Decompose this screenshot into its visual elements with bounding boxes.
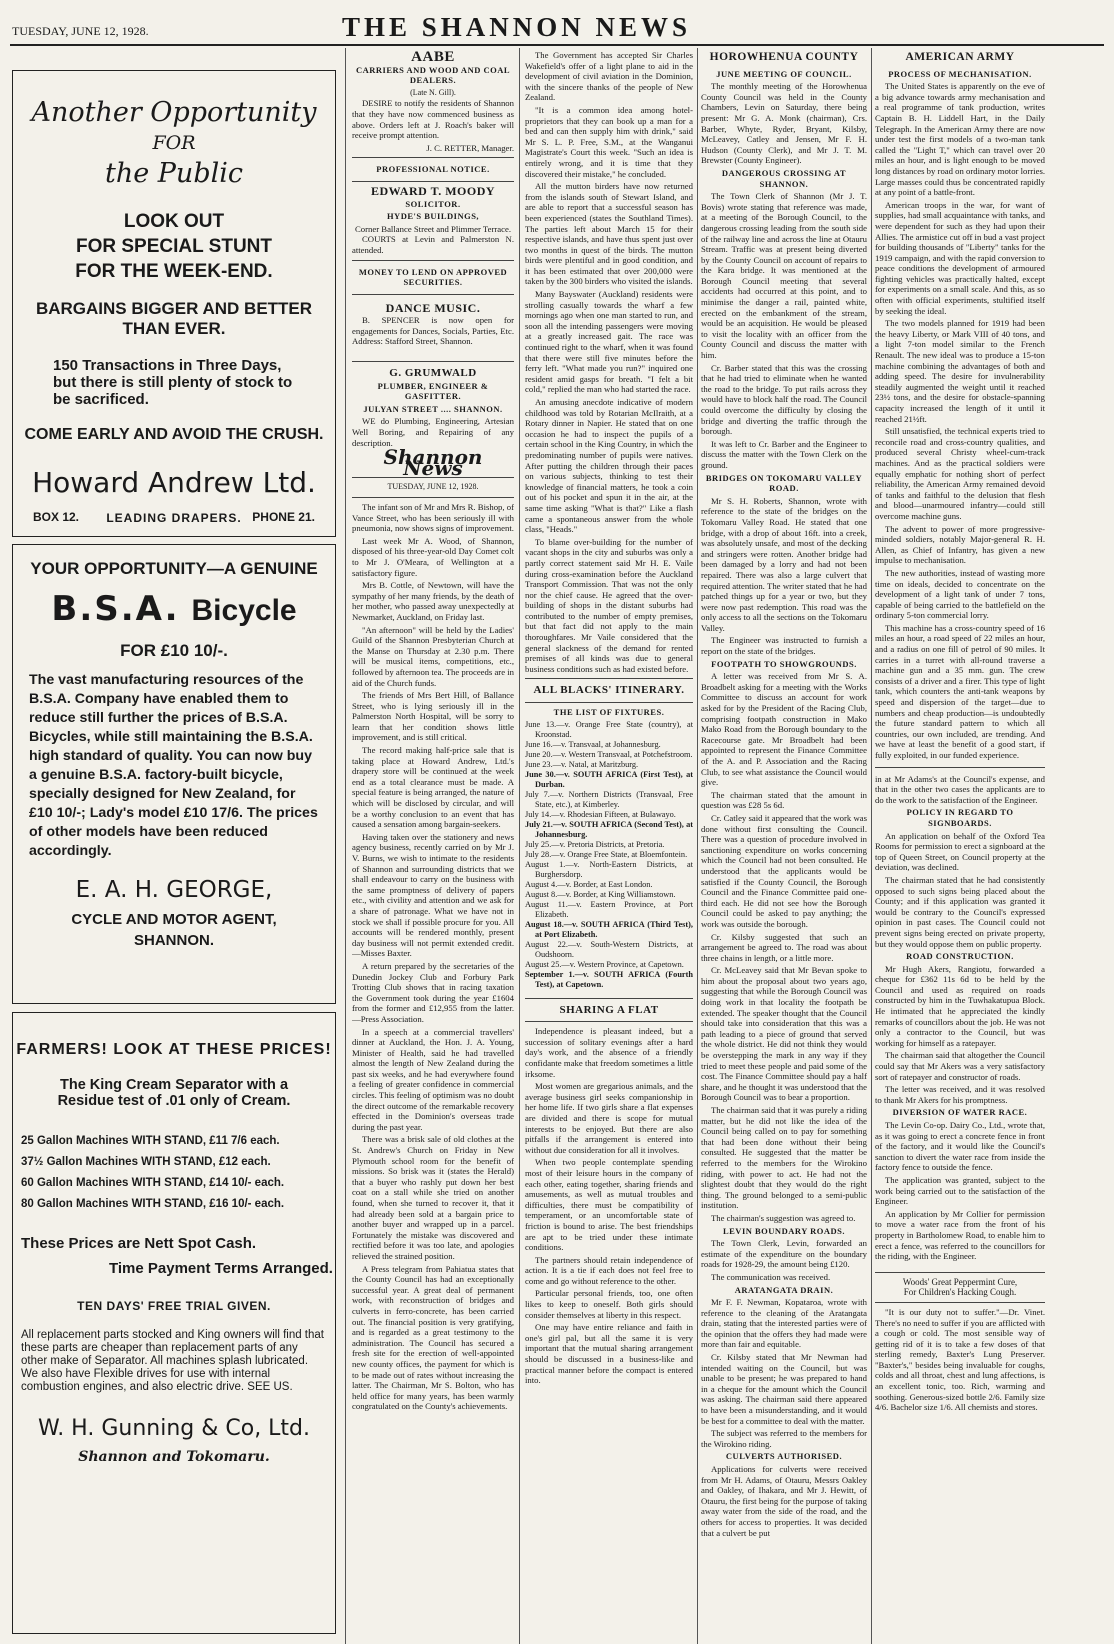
price-item: 25 Gallon Machines WITH STAND, £11 7/6 each. xyxy=(21,1135,280,1147)
advert-line: FARMERS! LOOK AT THESE PRICES! xyxy=(16,1041,332,1058)
news-paragraph: A letter was received from Mr S. A. Broadbelt asking for a meeting with the Works Committee to discuss an account for work asked for by the President of the Racing Club, comprising footpath construction in Mako Mako Road from the Borough boundary to the Racecourse gate. Mr Broadbelt had been appointed to represent the Finance Committee of the A. and P. Association and the Racing Club, to see what assistance the Council would give. xyxy=(701,671,867,788)
news-paragraph: The new authorities, instead of wasting more time on ideals, decided to concentrate on the development of a light tank of under 7 tons, capable of being carried to the battlefield on the ordinary 5-ton commercial lorry. xyxy=(875,567,1045,621)
fixture-list xyxy=(525,720,693,990)
advert-line: COME EARLY AND AVOID THE CRUSH. xyxy=(24,426,324,443)
advert-heading: EDWARD T. MOODY xyxy=(370,183,496,198)
news-paragraph: There was a brisk sale of old clothes at the St. Andrew's Church on Friday in New Plymouth school room for the benefit of missions. So brisk was it (states the Herald) that a buyer who rashly put down her best coat on a stall while she tried on another found, when she turned to recover it, that it had already been sold at a bargain price to another buyer and wrapped up in a parcel. Fortunately the mistake was discovered and rectified before it was too late, and apologies relieved the strained position. xyxy=(352,1134,514,1261)
news-paragraph: Mr F. F. Newman, Kopataroa, wrote with reference to the cleaning of the Aratangata drain, stating that the interested parties were of the opinion that the offers they had made were more than fair and equitable. xyxy=(701,1297,867,1350)
advert-brand: B.S.A. xyxy=(51,589,180,629)
news-paragraph: The chairman said that it was purely a riding matter, but he did not like the idea of the Council being called on to pay for something that had been done without their being consulted. He suggested that the matter be referred to the members for the Wirokino riding, with power to act. He had not the slightest doubt that they would do the right thing. The ground belonged to a semi-public institution. xyxy=(701,1105,867,1211)
fixture-item: June 23.—v. Natal, at Maritzburg. xyxy=(525,759,639,769)
advert-text: COURTS at Levin and Palmerston N. attended. xyxy=(352,234,514,255)
fixture-item: June 30.—v. SOUTH AFRICA (First Test), at Durban. xyxy=(525,769,693,789)
price-list xyxy=(21,1131,335,1215)
news-paragraph: Mrs B. Cottle, of Newtown, will have the sympathy of her many friends, by the death of her mother, who passed away unexpectedly at Newmarket, Auckland, on Friday last. xyxy=(352,580,514,622)
article-subheading: PROCESS OF MECHANISATION. xyxy=(888,68,1032,79)
advert-town: SHANNON. xyxy=(133,932,214,949)
news-paragraph: Cr. Kilsby stated that Mr Newman had intended waiting on the Council, but was unable to be present; he was prepared to hand in a cheque for the amount which the Council was asking. The chairman said there appeared to have been a misunderstanding, and it would be best for a committee to deal with the matter. xyxy=(701,1352,867,1426)
howard-andrew-advert xyxy=(12,70,336,537)
news-paragraph: The Engineer was instructed to furnish a report on the state of the bridges. xyxy=(701,635,867,657)
advert-line: These Prices are Nett Spot Cash. xyxy=(21,1235,257,1252)
masthead-date: TUESDAY, JUNE 12, 1928. xyxy=(12,24,149,38)
news-paragraph: The friends of Mrs Bert Hill, of Ballance Street, who is lying seriously ill in the Palmerston North Hospital, will be sorry to learn that her condition shows little improvement, and is still critical. xyxy=(352,690,514,743)
advert-line: Another Opportunity xyxy=(31,97,317,128)
fixture-item: July 28.—v. Orange Free State, at Bloemfontein. xyxy=(525,849,688,859)
price-item: 60 Gallon Machines WITH STAND, £14 10/- each. xyxy=(21,1177,285,1189)
news-paragraph: Cr. McLeavey said that Mr Bevan spoke to him about the proposal about two years ago, suggesting that while the Borough Council was doing work in that locality the footpath be extended. The speaker thought that the Council should take into consideration that this was a path leading to a piece of ground that served the whole district. He did not think they would be overstepping the mark in any way if they tried to meet these people and paid some of the cost. The Finance Committee should pay a half share, and he thought it was understood that the Borough Council was to bear a proportion. xyxy=(701,965,867,1103)
advert-line: the Public xyxy=(104,158,244,189)
masthead-rule xyxy=(10,44,1104,46)
section-heading: CULVERTS AUTHORISED. xyxy=(725,1451,843,1462)
advert-heading: AABE xyxy=(411,50,455,65)
news-paragraph: Many Bayswater (Auckland) residents were strolling casually towards the wharf a few mornings ago when one man started to run, and soon all the intending passengers were moving at a greatly increased gait. The race was continued right to the wharf, when it was found that there were still five minutes before the ferry left. "What made you run?" inquired one resident amid gasps for breath. "I felt a bit cold," replied the man who had started the race. xyxy=(525,289,693,395)
column-local-news xyxy=(352,50,514,1640)
news-paragraph: An application on behalf of the Oxford Tea Rooms for permission to erect a signboard at the top of Queen Street, on Council property at the deviation, was declined. xyxy=(875,830,1045,873)
advert-subheading: CARRIERS AND WOOD AND COAL DEALERS. xyxy=(355,64,511,86)
news-paragraph: Applications for culverts were received from Mr H. Adams, of Otauru, Messrs Oakley and Oakley, of Ihakara, and Mr J. Hewitt, of Otauru, the first being for the purpose of taking away water from the side of the road, and the others for access to properties. It was decided that a culvert be put xyxy=(701,1464,867,1538)
advert-line: FOR SPECIAL STUNT xyxy=(76,236,272,257)
news-paragraph: An amusing anecdote indicative of modern childhood was told by Rotarian McIlraith, at a Rotary dinner in Napier. He stated that on one occasion he had to inspect the pupils of a certain school in the King Country, in which the predominating number of pupils were natives. After putting the children through their paces on various subjects, thinking to test their knowledge of financial matters, he took a coin out of his pocket and spun it in the air, at the same time asking "What is that?" Like a flash came a spontaneous answer from the whole class, "Heads." xyxy=(525,397,693,535)
news-paragraph: The advent to power of more progressive-minded soldiers, notably Major-general R. H. Allen, as Chief of Infantry, has given a new impulse to mechanisation. xyxy=(875,523,1045,566)
news-paragraph: A Press telegram from Pahiatua states that the County Council has had an exceptionally successful year. A great deal of permanent work, with reconstruction of bridges and culverts in ferro-concrete, has been carried out. The financial position is very gratifying, and is regarded as a great testimony to the administration. The Council has secured a fresh site for the erection of well-appointed new county offices, the payment for which is to be made out of rates without increasing the latter. The Chairman, Mr S. Bolton, who has held office for many years, has been warmly congratulated on the County's achievements. xyxy=(352,1263,514,1412)
news-paragraph: The subject was referred to the members for the Wirokino riding. xyxy=(701,1428,867,1449)
column-american-army xyxy=(875,50,1045,1640)
news-paragraph: American troops in the war, for want of supplies, had small acquaintance with tanks, and were dependent for such as they had upon their Allies. The armistice cut off in bud a vast project for building thousands of "Liberty" tanks for the 1919 campaign, and with the rapid conversion to peace conditions the development of armoured fighting vehicles was practically halted, except for experiments on a small scale. And this, as so often with official experiments, stultified itself by seeking the ideal. xyxy=(875,199,1045,316)
advert-heading: G. GRUMWALD xyxy=(352,361,514,379)
news-paragraph: The communication was received. xyxy=(711,1271,831,1282)
news-paragraph: The chairman stated that he had consistently opposed to such signs being placed about the County; and if this application was granted it would be contrary to the Council's expressed opinion in past cases. The Council could not prevent signs being erected on private property, but they would oppose them on public property. xyxy=(875,874,1045,949)
news-paragraph: An application by Mr Collier for permission to move a water race from the front of his property in Bartholomew Road, to enable him to erect a fence, was referred to the councillors for the riding, with the Engineer. xyxy=(875,1208,1045,1262)
section-heading: DANGEROUS CROSSING AT SHANNON. xyxy=(721,167,847,189)
news-paragraph: It was left to Cr. Barber and the Engineer to discuss the matter with the Town Clerk on the ground. xyxy=(701,438,867,470)
news-paragraph: Cr. Barber stated that this was the crossing that he had tried to eliminate when he wanted the road to the bridge. To put rails across they would have to block half the road. The Council could overcome the difficulty by closing the bridge and diverting the traffic through the borough. xyxy=(701,362,867,437)
advert-line: The King Cream Separator with a Residue test of .01 only of Cream. xyxy=(57,1077,291,1109)
news-paragraph: Having taken over the stationery and news agency business, recently carried on by Mr J. V. Burns, we wish to intimate to the residents of Shannon and surrounding districts that we shall endeavour to carry on the business with the same promptness of delivery of papers etc., with civility and attention and we ask for a share of patronage. What we have not in stock we shall if possible procure for you. All accounts will be rendered monthly, present day business will not permit extended credit.—Misses Baxter. xyxy=(352,831,514,959)
advert-text: DESIRE to notify the residents of Shannon that they have now commenced business as above. Orders left at J. Roach's baker will receive prompt attention. xyxy=(352,98,514,141)
advert-line: LOOK OUT xyxy=(123,211,225,232)
advert-trade: CYCLE AND MOTOR AGENT, xyxy=(71,911,277,928)
news-paragraph: To blame over-building for the number of vacant shops in the city and suburbs was only a partly correct statement said Mr H. E. Vaile during cross-examination before the Auckland Transport Commission. That was not the only nor the chief cause. He agreed that the over-building of shops in the distant suburbs had contributed to the number of empty premises, but that fact did not apply to the main thoroughfares. Mr Vaile considered that the general slackness of the demand for rented premises of all kinds was due to general business conditions such as had existed before. xyxy=(525,536,693,674)
article-subheading: THE LIST OF FIXTURES. xyxy=(553,707,665,718)
news-paragraph: in at Mr Adams's at the Council's expense, and that in the other two cases the applicants are to do the work to the satisfaction of the Engineer. xyxy=(875,773,1045,805)
advert-subheading: PLUMBER, ENGINEER & GASFITTER. xyxy=(377,380,489,402)
advert-signature: J. C. RETTER, Manager. xyxy=(426,142,514,153)
advert-trade: LEADING DRAPERS. xyxy=(106,511,242,525)
news-paragraph: All the mutton birders have now returned from the islands south of Stewart Island, and are able to report that a successful season has been experienced (states the Southland Times). The parties left about March 15 for their respective islands, and have thus spent just over two months in quest of the birds. The mutton birds were plentiful and in good condition, and it has been estimated that over 200,000 were taken by the 300 birders who visited the islands. xyxy=(525,181,693,287)
price-item: 80 Gallon Machines WITH STAND, £16 10/- each. xyxy=(21,1198,285,1210)
fixture-item: August 25.—v. Western Province, at Capetown. xyxy=(525,959,684,969)
news-paragraph: The monthly meeting of the Horowhenua County Council was held in the County Chambers, Levin on Saturday, there being present: Mr G. A. Monk (chairman), Crs. Barber, Whyte, Ryder, Bryant, Kilsby, McLeavey, Catley and Jensen, Mr F. H. Hudson (County Clerk), and Mr J. T. M. Brewster (County Engineer). xyxy=(701,81,867,166)
advert-line: Time Payment Terms Arranged. xyxy=(109,1260,333,1277)
news-paragraph: Last week Mr A. Wood, of Shannon, disposed of his three-year-old Day Comet colt to Mr J. O'Meara, of Wellington at a satisfactory figure. xyxy=(352,535,514,578)
advert-note: (Late N. Gill). xyxy=(410,87,456,97)
news-paragraph: Still unsatisfied, the technical experts tried to reconcile road and cross-country qualities, and produced several Christy wheel-cum-track machines. And as the practical soldiers were equally emphatic for nothing short of perfect reliability, the American Army remained devoid of tanks and faithful to the delusion that flesh and blood—unarmoured infantry—could still overcome machine guns. xyxy=(875,426,1045,521)
news-paragraph: The application was granted, subject to the work being carried out to the satisfaction of the Engineer. xyxy=(875,1174,1045,1207)
advert-heading: DANCE MUSIC. xyxy=(385,300,481,315)
advert-body: The vast manufacturing resources of the B.S.A. Company have enabled them to reduce still further the prices of B.S.A. Bicycles, while still maintaining the B.S.A. high standard of quality. You can now buy a genuine B.S.A. factory-built bicycle, specially designed for New Zealand, for £10 10/-; Lady's model £10 17/6. The prices of other models have been reduced accordingly. xyxy=(29,672,318,859)
news-paragraph: In a speech at a commercial travellers' dinner at Auckland, the Hon. J. A. Young, Minister of Health, said he had travelled almost the length of New Zealand during the past six weeks, and he had everywhere found a feeling of greater confidence in commercial circles. This feeling of optimism was no doubt the direct outcome of the remarkable recovery effected in the Dominion's overseas trade during the past year. xyxy=(352,1026,514,1132)
news-paragraph: When two people contemplate spending most of their leisure hours in the company of each other, eating together, sharing friends and amusements, as well as mutual troubles and difficulties, there must be compatibility of temperament, or an uncomfortable state of friction is bound to arise. The best friendships are apt to be tried under these intimate conditions. xyxy=(525,1157,693,1253)
advert-line: FOR xyxy=(152,132,196,154)
bsa-bicycle-advert xyxy=(12,544,336,1004)
news-paragraph: Mr S. H. Roberts, Shannon, wrote with reference to the state of the bridges on the Tokomaru Valley Road. He stated that one bridge, with a drop of about 16ft. into a creek, was absolutely unsafe, and most of the decking and stringers were rotten. Another bridge had been damaged by a lorry and had not been repaired. There was also a large culvert that required attention. The writer stated that he had patched things up for a year or two, but they were now past redemption. This road was the only access to all the sections on the Tokomaru Valley. xyxy=(701,495,867,633)
advert-box: BOX 12. xyxy=(33,510,80,524)
news-paragraph: The two models planned for 1919 had been the heavy Liberty, or Mark VIII of 40 tons, and a light 7-ton model similar to the French Renault. The new ideal was to produce a 15-ton machine combining the advantages of both and adding speed. The desire for invulnerability steadily augmented the weight until it reached 23½ tons, and the desire for obstacle-spanning capacity increased the length of it until it reached 21½ft. xyxy=(875,318,1045,424)
price-item: 37½ Gallon Machines WITH STAND, £12 each. xyxy=(21,1156,271,1168)
section-heading: ROAD CONSTRUCTION. xyxy=(906,951,1014,962)
article-subheading: JUNE MEETING OF COUNCIL. xyxy=(716,68,852,79)
advert-line: FOR THE WEEK-END. xyxy=(75,261,273,282)
article-heading: SHARING A FLAT xyxy=(559,1003,659,1016)
fixture-item: August 4.—v. Border, at East London. xyxy=(525,879,653,889)
advert-price: FOR £10 10/-. xyxy=(120,641,228,660)
news-paragraph: Particular personal friends, too, one often likes to keep to oneself. Both girls should consider themselves at liberty in this respect. xyxy=(525,1288,693,1320)
news-paragraph: The Town Clerk of Shannon (Mr J. T. Bovis) wrote stating that reference was made, at a meeting of the Borough Council, to the dangerous crossing leading from the south side of the railway line and across the line at Otauru Stream. Traffic was at present being diverted by the County Council on account of repairs to the Kara bridge. It was mentioned at the Borough Council meeting that several accidents had occurred at this point, and to minimise the danger a rail, painted white, erected on the embankment of the stream, would be an acquisition. He would be pleased to visit the locality with an officer from the County Council and discuss the matter with him. xyxy=(701,191,867,361)
news-paragraph: Mr Hugh Akers, Rangiotu, forwarded a cheque for £362 11s 6d to be held by the Council and used as required on roads constructed by him in the Tuwhakatupua Block. He intimated that he appreciated the kindly remarks of councillors about the job. He was not only a contractor to the Council, but was working for himself as a ratepayer. xyxy=(875,963,1045,1048)
fixture-item: August 22.—v. South-Western Districts, at Oudshoorn. xyxy=(525,939,693,959)
news-paragraph: A return prepared by the secretaries of the Dunedin Jockey Club and Forbury Park Trotting Club shows that in racing taxation the Government took during the year £1604 from the former and £12,955 from the latter.—Press Association. xyxy=(352,960,514,1024)
fixture-item: July 14.—v. Rhodesian Fifteen, at Bulawayo. xyxy=(525,809,676,819)
advert-product: Bicycle xyxy=(191,594,297,627)
advert-text: "It is our duty not to suffer."—Dr. Vinet. There's no need to suffer if you are afflicted with a cough or cold. The most sensible way of getting rid of it is to take a few doses of that sterling remedy, Baxter's Lung Preserver. "Baxter's," besides being invaluable for coughs, colds and all throat, chest and lung affections, is an excellent tonic, too. Rich, warming and soothing. Generous-sized bottle 2/6. Family size 4/6. Bachelor size 1/6. All chemists and stores. xyxy=(875,1306,1045,1413)
news-paragraph: The chairman stated that the amount in question was £28 5s 6d. xyxy=(701,789,867,811)
advert-phone: PHONE 21. xyxy=(252,510,315,524)
fixture-item: August 8.—v. Border, at King Williamstown. xyxy=(525,889,676,899)
advert-line: 150 Transactions in Three Days, but there is still plenty of stock to be sacrificed. xyxy=(53,357,293,408)
section-heading: BRIDGES ON TOKOMARU VALLEY ROAD. xyxy=(705,472,863,494)
advert-text: B. SPENCER is now open for engagements for Dances, Socials, Parties, Etc. Address: Stafford Street, Shannon. xyxy=(352,315,514,347)
column-rule xyxy=(345,48,346,1644)
advert-line: TEN DAYS' FREE TRIAL GIVEN. xyxy=(77,1299,271,1313)
advert-text: Corner Ballance Street and Plimmer Terrace. xyxy=(354,223,512,234)
advert-subheading: For Children's Hacking Cough. xyxy=(903,1287,1017,1298)
fixture-item: July 7.—v. Northern Districts (Transvaal, Free State, etc.), at Kimberley. xyxy=(525,789,693,809)
column-general-news xyxy=(525,50,693,1640)
section-heading: DIVERSION OF WATER RACE. xyxy=(892,1107,1028,1118)
article-heading: ALL BLACKS' ITINERARY. xyxy=(533,684,685,697)
advert-firm: W. H. Gunning & Co, Ltd. xyxy=(37,1416,311,1441)
fixture-item: June 20.—v. Western Transvaal, at Potchefstroom. xyxy=(525,749,693,759)
fixture-item: August 1.—v. North-Eastern Districts, at Burghersdorp. xyxy=(525,859,693,879)
advert-line: BARGAINS BIGGER AND BETTER THAN EVER. xyxy=(35,299,313,338)
fixture-item: August 18.—v. SOUTH AFRICA (Third Test), at Port Elizabeth. xyxy=(525,919,693,939)
news-paragraph: The chairman's suggestion was agreed to. xyxy=(711,1212,856,1223)
news-paragraph: "It is a common idea among hotel-proprietors that they can book up a man for a bed and can then supply him with drink," said Mr S. L. P. Free, S.M., at the Wanganui Magistrate's Court this week. "Such an idea is entirely wrong, and it is time that they discovered their mistake," he concluded. xyxy=(525,104,693,179)
section-heading: POLICY IN REGARD TO SIGNBOARDS. xyxy=(906,807,1014,828)
column-county-council xyxy=(701,50,867,1640)
advert-firm: Howard Andrew Ltd. xyxy=(32,466,316,499)
fixture-item: June 13.—v. Orange Free State (country), at Kroonstad. xyxy=(525,719,693,739)
advert-heading: Woods' Great Peppermint Cure, xyxy=(902,1276,1018,1287)
column-rule xyxy=(871,48,872,1644)
advert-subheading: JULYAN STREET .... SHANNON. xyxy=(363,403,503,414)
masthead xyxy=(0,0,1114,40)
section-heading: LEVIN BOUNDARY ROADS. xyxy=(722,1225,846,1236)
nameplate: Shannon News xyxy=(383,445,483,480)
fixture-item: July 25.—v. Pretoria Districts, at Pretoria. xyxy=(525,839,665,849)
news-paragraph: This machine has a cross-country speed of 16 miles an hour, a road speed of 22 miles an hour, and a radius on one fill of petrol of 90 miles. It carries in a turret with all-round traverse a machine gun and a 35 mm. gun. The crew consists of a driver and a firer. This type of light tank, which counters the anti-tank weapons by speed and dispersion of the target—due to numbers and cheap production—is undoubtedly the future standard pattern to which all countries, our own included, are trending. And we have at least the benefit of a good start, if fully exploited, in our funded experience. xyxy=(875,622,1045,760)
news-paragraph: The Levin Co-op. Dairy Co., Ltd., wrote that, as it was going to erect a concrete fence in front of the factory, and it would like the Council's sanction to divert the water race from inside the factory fence to outside the fence. xyxy=(875,1120,1045,1173)
news-paragraph: The infant son of Mr and Mrs R. Bishop, of Vance Street, who has been seriously ill with pneumonia, now shows signs of improvement. xyxy=(352,502,514,534)
advert-subheading: SOLICITOR. xyxy=(405,198,461,209)
masthead-title: THE SHANNON NEWS xyxy=(342,12,692,42)
advert-text: MONEY TO LEND ON APPROVED SECURITIES. xyxy=(358,266,508,288)
news-paragraph: Cr. Catley said it appeared that the work was done without first consulting the Council. There was a question of procedure involved in sanctioning expenditure on works concerning which the Council had not been consulted. He understood that the applicants would be satisfied if the County Council, the Borough Council and the Finance Committee paid one-third each. He did not see how the Borough Council could be asked to pay anything; the work was outside the borough. xyxy=(701,812,867,929)
advert-text: WE do Plumbing, Engineering, Artesian Well Boring, and Repairing of any description. xyxy=(352,416,514,448)
fixture-item: September 1.—v. SOUTH AFRICA (Fourth Test), at Capetown. xyxy=(525,969,693,989)
article-heading: AMERICAN ARMY xyxy=(905,51,1015,63)
column-rule xyxy=(519,48,520,1644)
news-paragraph: The record making half-price sale that is taking place at Howard Andrew, Ltd.'s drapery store will be continued at the week end as a total clearance must be made. A special feature is being arranged, the nature of which will be disclosed by circular, and will be a worthy conclusion to an event that has caused a sensation among bargain-seekers. xyxy=(352,745,514,830)
advert-line: YOUR OPPORTUNITY—A GENUINE xyxy=(30,559,318,578)
news-paragraph: Independence is pleasant indeed, but a succession of solitary evenings after a hard day's work, and the absence of a friendly confidante make that freedom sometimes a little irksome. xyxy=(525,1026,693,1079)
section-heading: FOOTPATH TO SHOWGROUNDS. xyxy=(711,658,857,669)
fixture-item: August 11.—v. Eastern Province, at Port Elizabeth. xyxy=(525,899,693,919)
notice-heading: PROFESSIONAL NOTICE. xyxy=(376,164,490,175)
news-paragraph: The Town Clerk, Levin, forwarded an estimate of the expenditure on the boundary roads for 1928-29, the amount being £120. xyxy=(701,1238,867,1270)
news-paragraph: The Government has accepted Sir Charles Wakefield's offer of a light plane to aid in the development of civil aviation in the Dominion, with the sincere thanks of the people of New Zealand. xyxy=(525,50,693,103)
fixture-item: July 21.—v. SOUTH AFRICA (Second Test), at Johannesburg. xyxy=(525,819,693,839)
advert-firm: E. A. H. GEORGE, xyxy=(75,877,273,903)
news-paragraph: One may have entire reliance and faith in one's girl pal, but all the same it is very important that the mutual sharing arrangement should be discussed in a business-like and practical manner before the compact is entered into. xyxy=(525,1322,693,1386)
news-paragraph: Cr. Kilsby suggested that such an arrangement be agreed to. The road was about three chains in length, or a little more. xyxy=(701,931,867,963)
advert-body: All replacement parts stocked and King owners will find that these parts are cheaper than replacement parts of any other make of Separator. All machines splash lubricated. We also have Flexible drives for use with internal combustion engines, and also electric drive. SEE US. xyxy=(21,1329,324,1393)
article-heading: HOROWHENUA COUNTY xyxy=(709,51,859,63)
fixture-item: June 16.—v. Transvaal, at Johannesburg. xyxy=(525,739,661,749)
dateline: TUESDAY, JUNE 12, 1928. xyxy=(352,477,514,498)
advert-town: Shannon and Tokomaru. xyxy=(78,1449,270,1465)
news-paragraph: The United States is apparently on the eve of a big advance towards army mechanisation and a real programme of tank production, writes Captain B. H. Liddell Hart, in the Daily Telegraph. In the American Army there are now under test the first models of a two-man tank called the "Light T," which can travel over 20 miles an hour, and is light enough to be moved long distances by road on ordinary motor lorries. Large masses could thus be concentrated rapidly at any point of a battle-front. xyxy=(875,81,1045,198)
gunning-separator-advert xyxy=(12,1012,336,1634)
news-paragraph: The partners should retain independence of action. It is a tie if each does not feel free to come and go without reference to the other. xyxy=(525,1254,693,1286)
section-heading: ARATANGATA DRAIN. xyxy=(734,1284,834,1295)
news-paragraph: Most women are gregarious animals, and the average business girl seeks companionship in her home life. If two girls share a flat expenses are divided and there is scope for mutual interests to be enjoyed. But there are also pitfalls if the arrangement is entered into without due consideration for all it involves. xyxy=(525,1081,693,1155)
column-rule xyxy=(697,48,698,1644)
news-paragraph: "An afternoon" will be held by the Ladies' Guild of the Shannon Presbyterian Church at the Manse on Thursday at 2.30 p.m. There will be musical items, competitions, etc., followed by afternoon tea. The proceeds are in aid of the Church funds. xyxy=(352,624,514,688)
advert-subheading: HYDE'S BUILDINGS, xyxy=(386,211,480,222)
news-paragraph: The chairman said that altogether the Council could say that Mr Akers was a very satisfactory sort of ratepayer and constructor of roads. xyxy=(875,1050,1045,1082)
news-paragraph: The letter was received, and it was resolved to thank Mr Akers for his promptness. xyxy=(875,1084,1045,1105)
